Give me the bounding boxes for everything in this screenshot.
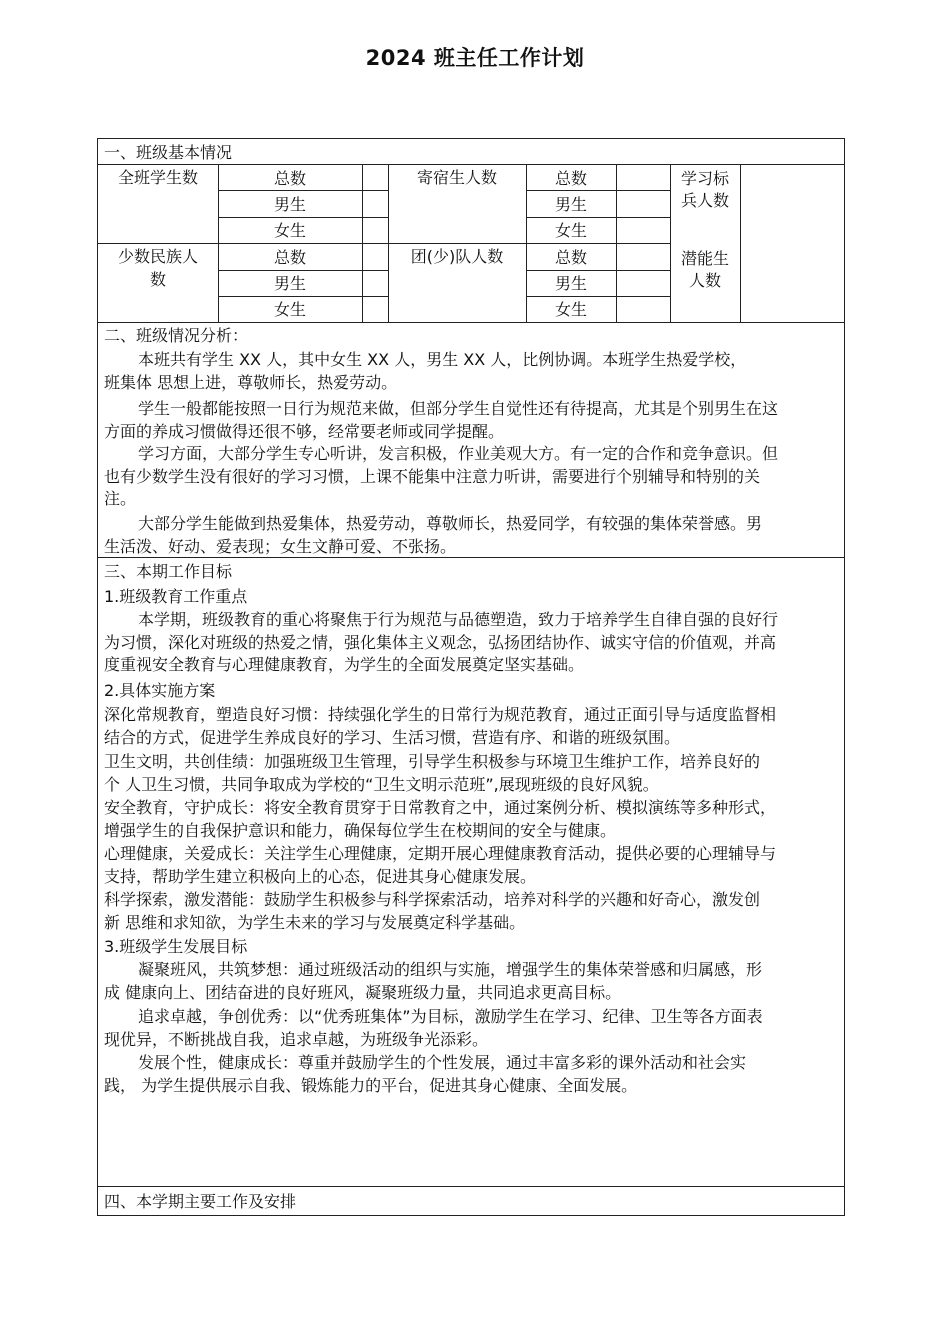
paragraph-line: 科学探索，激发潜能：鼓励学生积极参与科学探索活动，培养对科学的兴趣和好奇心，激发创 <box>104 890 761 909</box>
paragraph-line: 现优异，不断挑战自我，追求卓越，为班级争光添彩。 <box>104 1029 489 1049</box>
paragraph-line: 也有少数学生没有很好的学习习惯，上课不能集中注意力听讲，需要进行个别辅导和特别的关 <box>104 466 761 486</box>
paragraph-line: 深化常规教育，塑造良好习惯：持续强化学生的日常行为规范教育，通过正面引导与适度监督相 <box>104 705 777 724</box>
row-divider <box>526 270 670 271</box>
focus-paragraph <box>104 609 844 677</box>
paragraph-line: 卫生文明，共创佳绩：加强班级卫生管理，引导学生积极参与环境卫生维护工作，培养良好的 <box>104 752 761 771</box>
goal-item <box>104 1052 844 1097</box>
paragraph-line: 发展个性，健康成长：尊重并鼓励学生的个性发展，通过丰富多彩的课外活动和社会实 <box>138 1053 747 1072</box>
label-total-students: 全班学生数 <box>117 168 198 187</box>
plan-item <box>104 889 844 934</box>
paragraph-line: 本班共有学生 XX 人，其中女生 XX 人，男生 XX 人，比例协调。本班学生热爱学校， <box>138 350 747 369</box>
plan-item <box>104 704 844 749</box>
analysis-paragraph <box>104 443 844 511</box>
paragraph-line: 方面的养成习惯做得还很不够，经常要老师或同学提醒。 <box>104 421 505 441</box>
cell-female: 女生 <box>273 300 306 319</box>
section1-heading: 一、班级基本情况 <box>104 143 233 162</box>
paragraph-line: 心理健康，关爱成长：关注学生心理健康，定期开展心理健康教育活动，提供必要的心理辅导与 <box>104 844 777 863</box>
label-boarding: 寄宿生人数 <box>416 168 497 187</box>
row-divider <box>97 164 845 165</box>
label-minority: 数 <box>149 270 166 289</box>
label-model-students: 学习标 <box>680 169 729 188</box>
col-divider <box>616 164 617 322</box>
paragraph-line: 新 思维和求知欲，为学生未来的学习与发展奠定科学基础。 <box>104 912 526 932</box>
row-divider <box>526 190 670 191</box>
analysis-paragraph <box>104 398 844 443</box>
cell-total: 总数 <box>273 169 306 188</box>
row-divider <box>526 217 670 218</box>
paragraph-line: 成 健康向上、团结奋进的良好班风，凝聚班级力量，共同追求更高目标。 <box>104 982 622 1002</box>
row-divider <box>97 1186 845 1187</box>
analysis-paragraph <box>104 349 844 394</box>
paragraph-line: 学习方面，大部分学生专心听讲，发言积极，作业美观大方。有一定的合作和竞争意识。但 <box>138 444 779 463</box>
document-title: 2024 班主任工作计划 <box>365 46 585 70</box>
paragraph-line: 践， 为学生提供展示自我、锻炼能力的平台，促进其身心健康、全面发展。 <box>104 1075 638 1095</box>
cell-female: 女生 <box>273 221 306 240</box>
col-divider <box>740 164 741 322</box>
cell-total: 总数 <box>273 248 306 267</box>
label-potential: 人数 <box>688 271 721 290</box>
row-divider <box>97 243 670 244</box>
label-potential: 潜能生 <box>680 249 729 268</box>
section4-heading: 四、本学期主要工作及安排 <box>104 1192 297 1211</box>
paragraph-line: 凝聚班风，共筑梦想：通过班级活动的组织与实施，增强学生的集体荣誉感和归属感，形 <box>138 960 763 979</box>
cell-female: 女生 <box>554 221 587 240</box>
paragraph-line: 为习惯，深化对班级的热爱之情，强化集体主义观念，弘扬团结协作、诚实守信的价值观，并高 <box>104 632 777 652</box>
paragraph-line: 大部分学生能做到热爱集体，热爱劳动，尊敬师长，热爱同学，有较强的集体荣誉感。男 <box>138 514 763 533</box>
label-league: 团(少)队人数 <box>410 247 504 266</box>
goal-item <box>104 1006 844 1051</box>
paragraph-line: 本学期，班级教育的重心将聚焦于行为规范与品德塑造，致力于培养学生自律自强的良好行 <box>138 610 779 629</box>
plan-item <box>104 751 844 796</box>
label-minority: 少数民族人 <box>117 247 198 266</box>
paragraph-line: 班集体 思想上进，尊敬师长，热爱劳动。 <box>104 372 398 392</box>
row-divider <box>526 296 670 297</box>
cell-total: 总数 <box>554 248 587 267</box>
row-divider <box>97 322 845 323</box>
paragraph-line: 度重视安全教育与心理健康教育，为学生的全面发展奠定坚实基础。 <box>104 655 585 675</box>
paragraph-line: 追求卓越，争创优秀：以“优秀班集体”为目标，激励学生在学习、纪律、卫生等各方面表 <box>138 1007 763 1026</box>
paragraph-line: 支持，帮助学生建立积极向上的心态，促进其身心健康发展。 <box>104 866 537 886</box>
cell-female: 女生 <box>554 300 587 319</box>
section2-heading: 二、班级情况分析： <box>104 326 249 345</box>
subheading-plan: 2.具体实施方案 <box>104 681 216 700</box>
goal-item <box>104 959 844 1004</box>
plan-item <box>104 797 844 842</box>
paragraph-line: 结合的方式，促进学生养成良好的学习、生活习惯，营造有序、和谐的班级氛围。 <box>104 727 681 747</box>
paragraph-line: 学生一般都能按照一日行为规范来做，但部分学生自觉性还有待提高，尤其是个别男生在这 <box>138 399 779 418</box>
section3-heading: 三、本期工作目标 <box>104 562 233 581</box>
paragraph-line: 增强学生的自我保护意识和能力，确保每位学生在校期间的安全与健康。 <box>104 820 617 840</box>
cell-total: 总数 <box>554 169 587 188</box>
analysis-paragraph <box>104 513 844 558</box>
cell-male: 男生 <box>554 274 587 293</box>
label-model-students: 兵人数 <box>680 191 729 210</box>
subheading-goals: 3.班级学生发展目标 <box>104 937 248 956</box>
cell-male: 男生 <box>273 274 306 293</box>
cell-male: 男生 <box>554 195 587 214</box>
subheading-focus: 1.班级教育工作重点 <box>104 587 248 606</box>
plan-item <box>104 843 844 888</box>
col-divider <box>362 164 363 322</box>
paragraph-line: 安全教育，守护成长：将安全教育贯穿于日常教育之中，通过案例分析、模拟演练等多种形式， <box>104 798 777 817</box>
paragraph-line: 个 人卫生习惯，共同争取成为学校的“卫生文明示范班”,展现班级的良好风貌。 <box>104 774 659 794</box>
paragraph-line: 注。 <box>104 489 137 509</box>
cell-male: 男生 <box>273 195 306 214</box>
paragraph-line: 生活泼、好动、爱表现；女生文静可爱、不张扬。 <box>104 536 457 556</box>
